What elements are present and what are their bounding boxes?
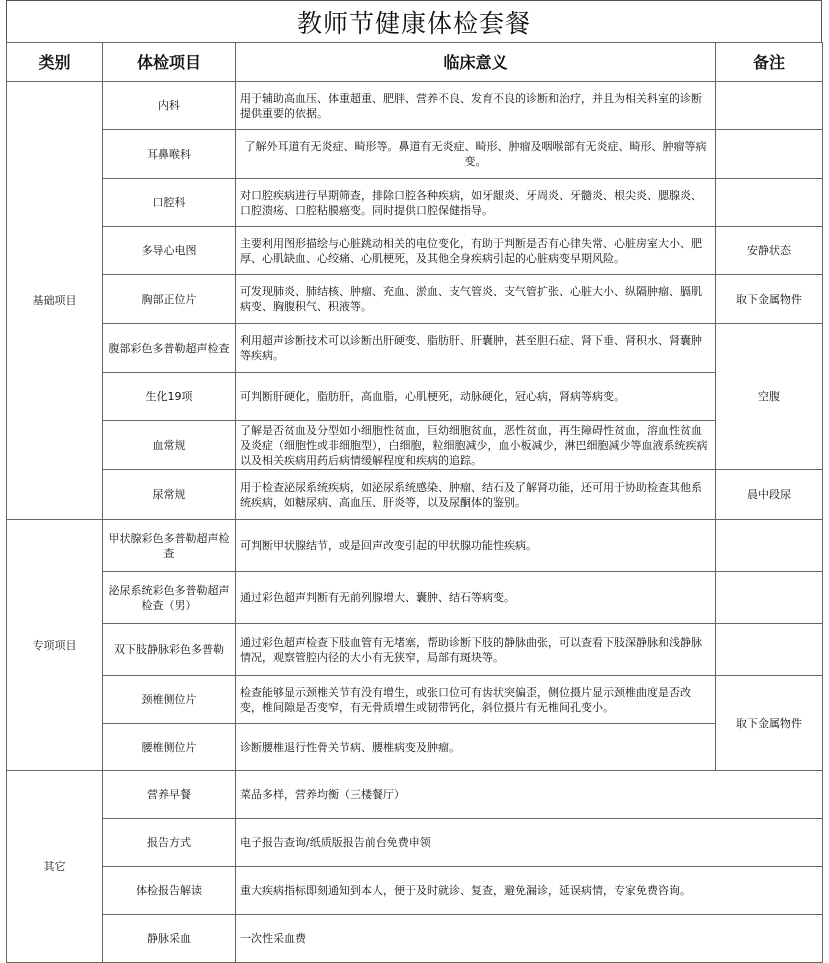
header-note: 备注 bbox=[716, 43, 823, 82]
item-meaning: 主要利用图形描绘与心脏跳动相关的电位变化，有助于判断是否有心律失常、心脏房室大小、肥厚、心肌缺血、心绞痛、心肌梗死，及其他全身疾病引起的心脏病变早期风险。 bbox=[236, 227, 716, 275]
category-basic: 基础项目 bbox=[7, 82, 103, 520]
table-row bbox=[7, 819, 823, 867]
item-meaning: 通过彩色超声判断有无前列腺增大、囊肿、结石等病变。 bbox=[236, 572, 716, 624]
table-row bbox=[7, 470, 823, 520]
table-row bbox=[7, 867, 823, 915]
header-category: 类别 bbox=[7, 43, 103, 82]
item-meaning: 检查能够显示颈椎关节有没有增生，或张口位可有齿状突偏歪，侧位摄片显示颈椎曲度是否改变，椎间隙是否变窄，有无骨质增生或韧带钙化，斜位摄片有无椎间孔变小。 bbox=[236, 676, 716, 724]
table-row bbox=[7, 915, 823, 963]
note-fasting: 空腹 bbox=[716, 324, 823, 470]
item-meaning: 利用超声诊断技术可以诊断出肝硬变、脂肪肝、肝囊肿，甚至胆石症、肾下垂、肾积水、肾囊肿等疾病。 bbox=[236, 324, 716, 373]
category-special: 专项项目 bbox=[7, 520, 103, 771]
table-row bbox=[7, 421, 823, 470]
table-row bbox=[7, 130, 823, 179]
item-name: 营养早餐 bbox=[103, 771, 236, 819]
item-name: 耳鼻喉科 bbox=[103, 130, 236, 179]
item-name: 甲状腺彩色多普勒超声检查 bbox=[103, 520, 236, 572]
item-note bbox=[716, 572, 823, 624]
item-name: 胸部正位片 bbox=[103, 275, 236, 324]
item-meaning: 了解外耳道有无炎症、畸形等。鼻道有无炎症、畸形、肿瘤及咽喉部有无炎症、畸形、肿瘤等病变。 bbox=[236, 130, 716, 179]
item-name: 报告方式 bbox=[103, 819, 236, 867]
item-name: 静脉采血 bbox=[103, 915, 236, 963]
item-meaning: 菜品多样，营养均衡（三楼餐厅） bbox=[236, 771, 823, 819]
category-other: 其它 bbox=[7, 771, 103, 963]
item-meaning: 重大疾病指标即刻通知到本人，便于及时就诊、复查，避免漏诊，延误病情，专家免费咨询。 bbox=[236, 867, 823, 915]
item-name: 体检报告解读 bbox=[103, 867, 236, 915]
note-quiet: 安静状态 bbox=[716, 227, 823, 275]
item-name: 口腔科 bbox=[103, 179, 236, 227]
table-row bbox=[7, 373, 823, 421]
item-name: 多导心电图 bbox=[103, 227, 236, 275]
table-row bbox=[7, 676, 823, 724]
item-name: 生化19项 bbox=[103, 373, 236, 421]
item-name: 尿常规 bbox=[103, 470, 236, 520]
item-note bbox=[716, 624, 823, 676]
item-meaning: 诊断腰椎退行性骨关节病、腰椎病变及肿瘤。 bbox=[236, 724, 716, 771]
table-row bbox=[7, 624, 823, 676]
item-note bbox=[716, 520, 823, 572]
item-name: 腰椎侧位片 bbox=[103, 724, 236, 771]
table-row bbox=[7, 572, 823, 624]
item-name: 双下肢静脉彩色多普勒 bbox=[103, 624, 236, 676]
item-name: 血常规 bbox=[103, 421, 236, 470]
item-name: 腹部彩色多普勒超声检查 bbox=[103, 324, 236, 373]
item-meaning: 用于辅助高血压、体重超重、肥胖、营养不良、发育不良的诊断和治疗，并且为相关科室的诊断提供重要的依据。 bbox=[236, 82, 716, 130]
table-row bbox=[7, 520, 823, 572]
table-row bbox=[7, 179, 823, 227]
item-meaning: 了解是否贫血及分型如小细胞性贫血，巨幼细胞贫血，恶性贫血，再生障碍性贫血，溶血性贫血及炎症（细胞性或非细胞型），白细胞，粒细胞减少，血小板减少，淋巴细胞减少等血液系统疾病以及相关疾病用药后病情缓解程度和疾病的追踪。 bbox=[236, 421, 716, 470]
table-row bbox=[7, 324, 823, 373]
table-row bbox=[7, 227, 823, 275]
item-meaning: 一次性采血费 bbox=[236, 915, 823, 963]
note-remove-metal: 取下金属物件 bbox=[716, 275, 823, 324]
table-row bbox=[7, 771, 823, 819]
header-meaning: 临床意义 bbox=[236, 43, 716, 82]
page-title: 教师节健康体检套餐 bbox=[6, 0, 822, 42]
checkup-sheet bbox=[6, 0, 822, 963]
item-note bbox=[716, 130, 823, 179]
note-morning-urine: 晨中段尿 bbox=[716, 470, 823, 520]
item-note bbox=[716, 179, 823, 227]
item-meaning: 用于检查泌尿系统疾病，如泌尿系统感染、肿瘤、结石及了解肾功能，还可用于协助检查其他系统疾病，如糖尿病、高血压、肝炎等，以及尿酮体的鉴别。 bbox=[236, 470, 716, 520]
item-meaning: 电子报告查询/纸质版报告前台免费申领 bbox=[236, 819, 823, 867]
item-name: 内科 bbox=[103, 82, 236, 130]
checkup-table bbox=[6, 42, 823, 963]
item-meaning: 可判断肝硬化，脂肪肝，高血脂，心肌梗死，动脉硬化，冠心病，肾病等病变。 bbox=[236, 373, 716, 421]
item-meaning: 可判断甲状腺结节，或是回声改变引起的甲状腺功能性疾病。 bbox=[236, 520, 716, 572]
item-meaning: 可发现肺炎、肺结核、肿瘤、充血、淤血、支气管炎、支气管扩张、心脏大小、纵隔肿瘤、膈肌病变、胸腹积气、积液等。 bbox=[236, 275, 716, 324]
header-item: 体检项目 bbox=[103, 43, 236, 82]
item-meaning: 通过彩色超声检查下肢血管有无堵塞，帮助诊断下肢的静脉曲张，可以查看下肢深静脉和浅静脉情况，观察管腔内径的大小有无狭窄，局部有斑块等。 bbox=[236, 624, 716, 676]
table-row bbox=[7, 82, 823, 130]
item-name: 颈椎侧位片 bbox=[103, 676, 236, 724]
table-row bbox=[7, 724, 823, 771]
item-note bbox=[716, 82, 823, 130]
item-meaning: 对口腔疾病进行早期筛查，排除口腔各种疾病，如牙龈炎、牙周炎、牙髓炎、根尖炎、腮腺炎、口腔溃疡、口腔粘膜癌变。同时提供口腔保健指导。 bbox=[236, 179, 716, 227]
note-remove-metal-2: 取下金属物件 bbox=[716, 676, 823, 771]
table-row bbox=[7, 275, 823, 324]
header-row bbox=[7, 43, 823, 82]
item-name: 泌尿系统彩色多普勒超声检查（男） bbox=[103, 572, 236, 624]
